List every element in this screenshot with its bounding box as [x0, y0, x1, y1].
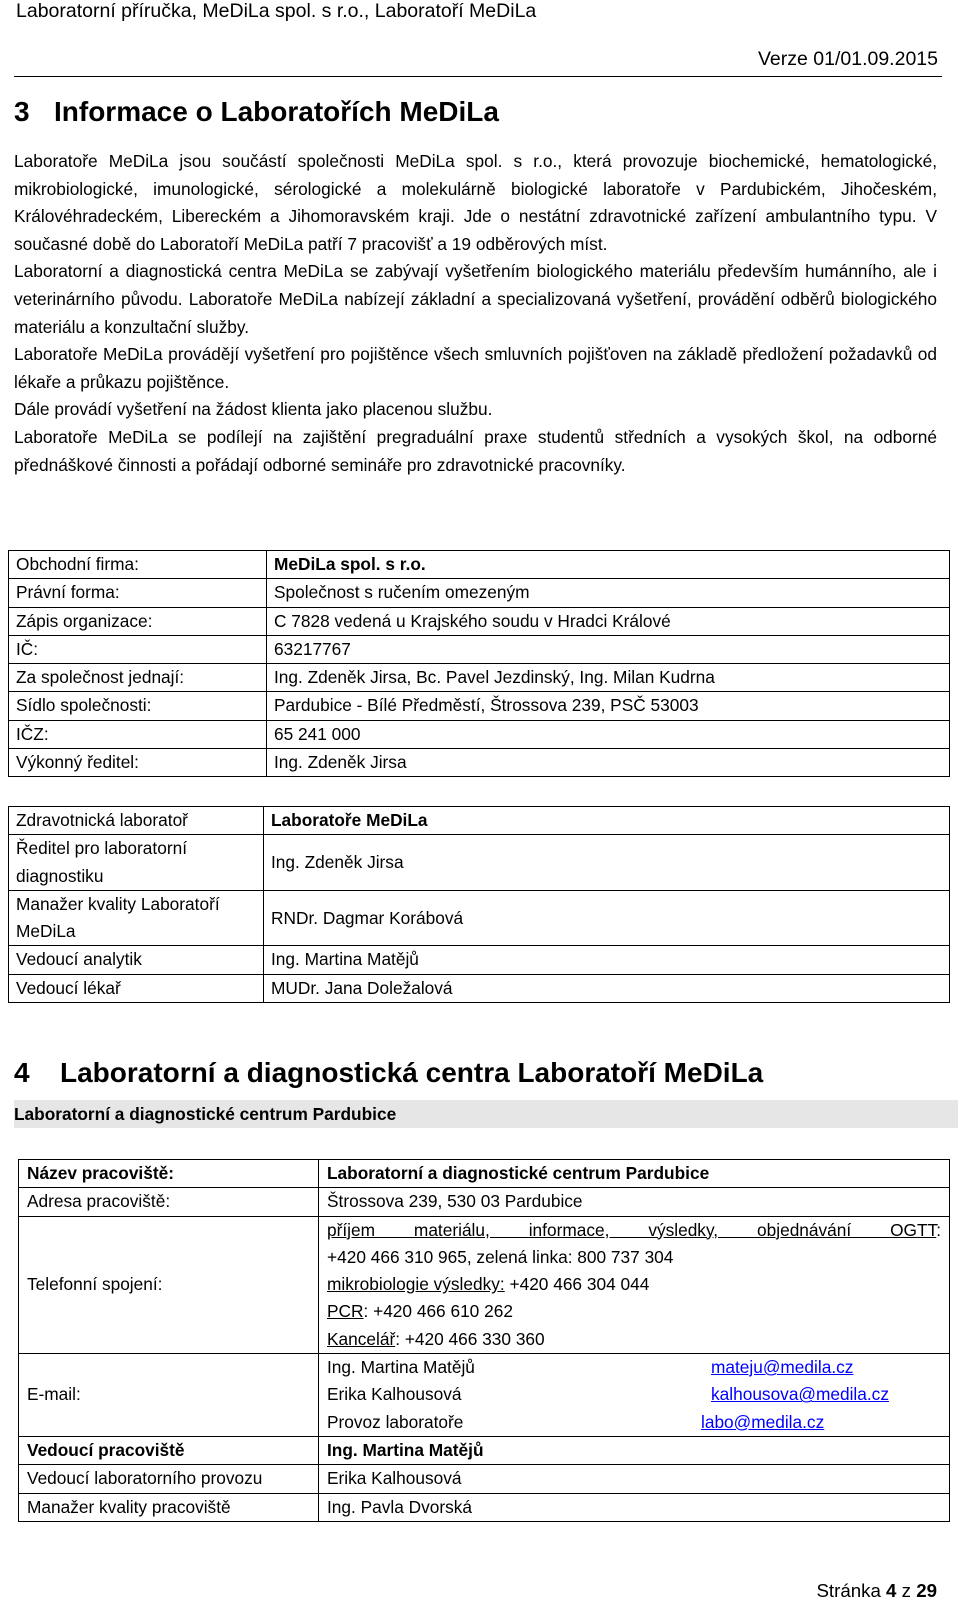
table-label: Vedoucí lékař	[9, 974, 264, 1002]
phone-line-label: příjem materiálu, informace, výsledky, objednávání OGTT	[327, 1219, 937, 1240]
company-info-table	[8, 550, 950, 777]
table-row	[9, 807, 950, 835]
email-row	[327, 1354, 941, 1381]
table-label: Vedoucí laboratorního provozu	[19, 1465, 319, 1493]
table-label: Název pracoviště:	[19, 1160, 319, 1188]
phone-line-label: Kancelář	[327, 1328, 396, 1349]
table-value: Laboratorní a diagnostické centrum Pardubice	[319, 1160, 950, 1188]
table-value: MeDiLa spol. s r.o.	[267, 551, 950, 579]
table-label: Adresa pracoviště:	[19, 1188, 319, 1216]
table-row	[19, 1465, 950, 1493]
email-contacts	[319, 1354, 950, 1437]
table-label: Výkonný ředitel:	[9, 749, 267, 777]
table-row	[19, 1436, 950, 1464]
page-total: 29	[916, 1580, 937, 1601]
table-value: Erika Kalhousová	[319, 1465, 950, 1493]
section-4-heading	[14, 1057, 763, 1089]
table-row	[9, 749, 950, 777]
page-footer	[816, 1580, 937, 1602]
table-label: Obchodní firma:	[9, 551, 267, 579]
subsection-heading: Laboratorní a diagnostické centrum Pardubice	[14, 1100, 958, 1128]
table-row	[9, 579, 950, 607]
table-value: Ing. Zdeněk Jirsa	[267, 749, 950, 777]
table-label: Ředitel pro laboratorní diagnostiku	[9, 835, 264, 891]
paragraph: Laboratoře MeDiLa se podílejí na zajištění pregraduální praxe studentů středních a vysokých škol, na odborné přednáškové činnosti a pořádají odborné semináře pro zdravotnické pracovníky.	[14, 426, 937, 475]
header-divider	[14, 76, 942, 77]
table-value: Ing. Zdeněk Jirsa, Bc. Pavel Jezdinský, Ing. Milan Kudrna	[267, 664, 950, 692]
phone-line	[327, 1298, 941, 1325]
section-4-number: 4	[14, 1057, 30, 1088]
table-row	[9, 835, 950, 891]
table-value: RNDr. Dagmar Korábová	[264, 890, 950, 946]
table-label: IČ:	[9, 635, 267, 663]
table-row	[19, 1493, 950, 1521]
email-owner: Ing. Martina Matějů	[327, 1357, 475, 1378]
table-value: Ing. Martina Matějů	[264, 946, 950, 974]
table-label: Telefonní spojení:	[19, 1216, 319, 1353]
email-row	[327, 1409, 941, 1436]
phone-line-sep: :	[936, 1219, 941, 1240]
table-row	[9, 946, 950, 974]
of-word: z	[901, 1580, 911, 1601]
table-label: Za společnost jednají:	[9, 664, 267, 692]
paragraph: Dále provádí vyšetření na žádost klienta jako placenou službu.	[14, 399, 493, 420]
table-value: 65 241 000	[267, 720, 950, 748]
phone-line: +420 466 310 965, zelená linka: 800 737 304	[327, 1246, 674, 1267]
email-link[interactable]: labo@medila.cz	[701, 1411, 825, 1432]
table-label: Zdravotnická laboratoř	[9, 807, 264, 835]
table-value: Laboratoře MeDiLa	[264, 807, 950, 835]
table-label: IČZ:	[9, 720, 267, 748]
section-3-title: Informace o Laboratořích MeDiLa	[54, 96, 499, 127]
section-3-number: 3	[14, 96, 30, 127]
section-3-heading	[14, 96, 499, 128]
page-word: Stránka	[816, 1580, 881, 1601]
table-value: MUDr. Jana Doležalová	[264, 974, 950, 1002]
page-number: 4	[886, 1580, 897, 1601]
section-4-title: Laboratorní a diagnostická centra Laboratoří MeDiLa	[60, 1057, 764, 1088]
phone-number: +420 466 304 044	[504, 1274, 650, 1295]
table-label: Právní forma:	[9, 579, 267, 607]
table-label: Manažer kvality pracoviště	[19, 1493, 319, 1521]
table-value: Pardubice - Bílé Předměstí, Štrossova 239, PSČ 53003	[267, 692, 950, 720]
table-row	[9, 890, 950, 946]
phone-line	[327, 1326, 941, 1353]
phone-line-label: PCR	[327, 1301, 364, 1322]
paragraph: Laboratoře MeDiLa provádějí vyšetření pro pojištěnce všech smluvních pojišťoven na základě předložení požadavků od lékaře a průkazu pojištěnce.	[14, 344, 937, 392]
table-row	[9, 607, 950, 635]
table-label: Vedoucí pracoviště	[19, 1436, 319, 1464]
table-label: E-mail:	[19, 1354, 319, 1437]
phone-line	[327, 1271, 941, 1298]
table-row	[9, 974, 950, 1002]
table-value: Ing. Zdeněk Jirsa	[264, 835, 950, 891]
phone-contacts	[319, 1216, 950, 1353]
section-3-body	[14, 148, 937, 479]
table-label: Manažer kvality Laboratoří MeDiLa	[9, 890, 264, 946]
paragraph: Laboratoře MeDiLa jsou součástí společnosti MeDiLa spol. s r.o., která provozuje biochemické, hematologické, mikrobiologické, imunologické, sérologické a molekulárně biologické laboratoře v Pardubickém, Jihočeském, Královéhradeckém, Libereckém a Jihomoravském kraji. Jde o nestátní zdravotnické zařízení ambulantního typu. V současné době do Laboratoří MeDiLa patří 7 pracovišť a 19 odběrových míst.	[14, 151, 937, 254]
table-value: C 7828 vedená u Krajského soudu v Hradci Králové	[267, 607, 950, 635]
email-link[interactable]: kalhousova@medila.cz	[711, 1384, 889, 1405]
table-value: Ing. Martina Matějů	[319, 1436, 950, 1464]
table-row	[19, 1354, 950, 1437]
email-row	[327, 1381, 941, 1408]
table-row	[19, 1160, 950, 1188]
email-link[interactable]: mateju@medila.cz	[711, 1357, 854, 1378]
table-label: Vedoucí analytik	[9, 946, 264, 974]
phone-line-label: mikrobiologie výsledky:	[327, 1274, 505, 1295]
email-owner: Erika Kalhousová	[327, 1384, 462, 1405]
phone-number: : +420 466 610 262	[363, 1301, 513, 1322]
table-value: Ing. Pavla Dvorská	[319, 1493, 950, 1521]
laboratory-staff-table	[8, 806, 950, 1003]
table-label: Sídlo společnosti:	[9, 692, 267, 720]
table-row	[9, 635, 950, 663]
workplace-table	[18, 1159, 950, 1522]
table-row	[19, 1188, 950, 1216]
table-value: 63217767	[267, 635, 950, 663]
header-version: Verze 01/01.09.2015	[758, 48, 938, 70]
paragraph: Laboratorní a diagnostická centra MeDiLa se zabývají vyšetřením biologického materiálu především humánního, ale i veterinárního původu. Laboratoře MeDiLa nabízejí základní a specializovaná vyšetření, provádění odběrů biologického materiálu a konzultační služby.	[14, 261, 937, 337]
table-row	[9, 720, 950, 748]
table-row	[9, 551, 950, 579]
table-value: Štrossova 239, 530 03 Pardubice	[319, 1188, 950, 1216]
table-value: Společnost s ručením omezeným	[267, 579, 950, 607]
table-row	[9, 664, 950, 692]
phone-number: : +420 466 330 360	[395, 1328, 545, 1349]
table-row	[9, 692, 950, 720]
table-label: Zápis organizace:	[9, 607, 267, 635]
phone-line	[327, 1217, 941, 1244]
header-title: Laboratorní příručka, MeDiLa spol. s r.o., Laboratoří MeDiLa	[16, 0, 537, 22]
email-owner: Provoz laboratoře	[327, 1411, 464, 1432]
table-row	[19, 1216, 950, 1353]
